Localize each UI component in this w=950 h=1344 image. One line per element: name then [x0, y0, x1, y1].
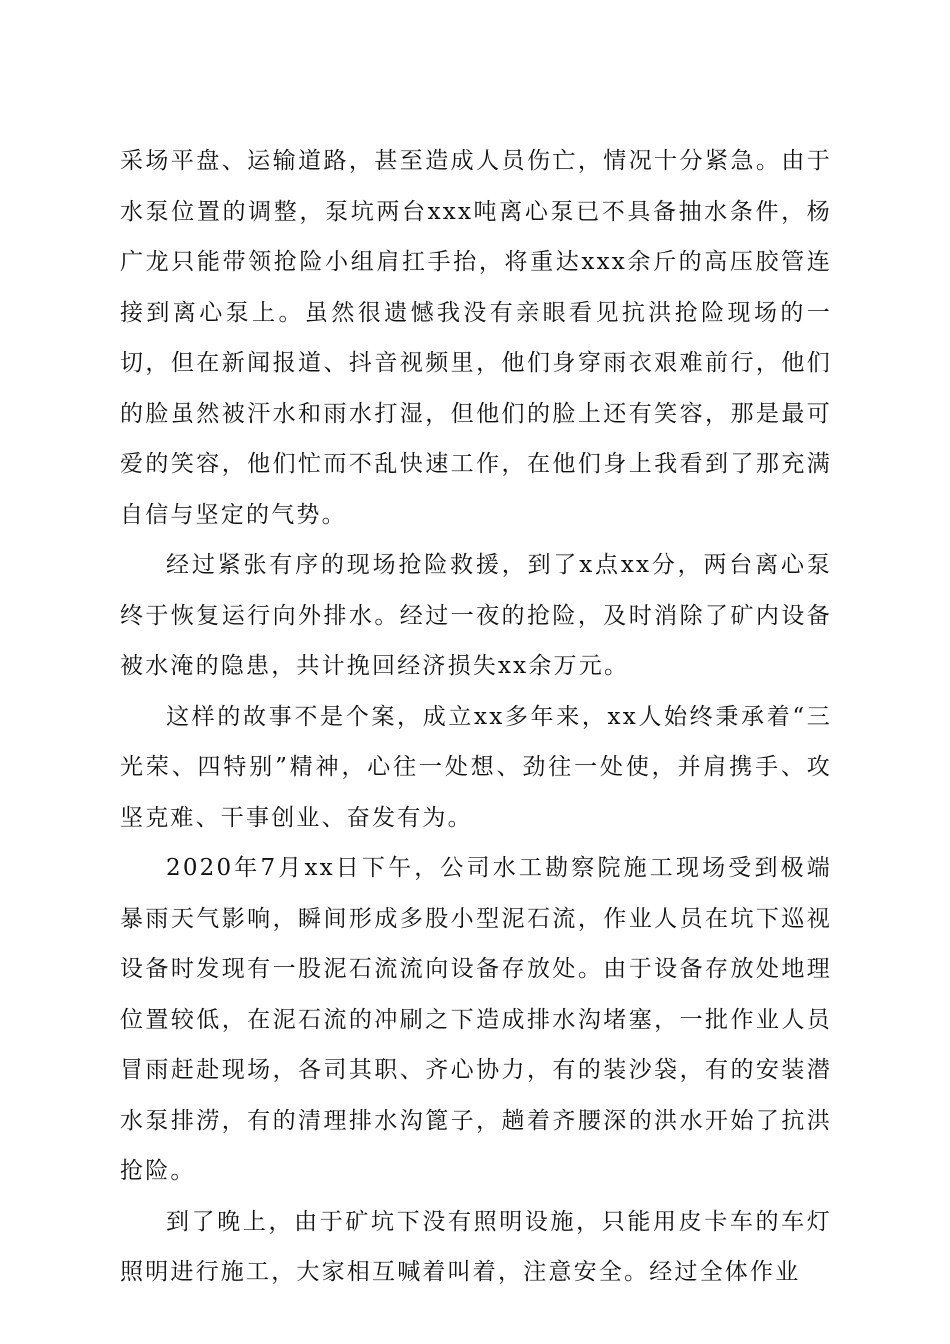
paragraph-5: 到了晚上，由于矿坑下没有照明设施，只能用皮卡车的车灯照明进行施工，大家相互喊着叫着，注意安全。经过全体作业 [120, 1208, 832, 1285]
document-body [120, 136, 832, 1298]
paragraph-1: 采场平盘、运输道路，甚至造成人员伤亡，情况十分紧急。由于水泵位置的调整，泵坑两台xxx吨离心泵已不具备抽水条件，杨广龙只能带领抢险小组肩扛手抬，将重达xxx余斤的高压胶管连接到离心泵上。虽然很遗憾我没有亲眼看见抗洪抢险现场的一切，但在新闻报道、抖音视频里，他们身穿雨衣艰难前行，他们的脸虽然被汗水和雨水打湿，但他们的脸上还有笑容，那是最可爱的笑容，他们忙而不乱快速工作，在他们身上我看到了那充满自信与坚定的气势。 [120, 148, 832, 528]
paragraph-2: 经过紧张有序的现场抢险救援，到了x点xx分，两台离心泵终于恢复运行向外排水。经过一夜的抢险，及时消除了矿内设备被水淹的隐患，共计挽回经济损失xx余万元。 [120, 552, 832, 679]
paragraph-4: 2020年7月xx日下午，公司水工勘察院施工现场受到极端暴雨天气影响，瞬间形成多股小型泥石流，作业人员在坑下巡视设备时发现有一股泥石流流向设备存放处。由于设备存放处地理位置较低，在泥石流的冲刷之下造成排水沟堵塞，一批作业人员冒雨赶赴现场，各司其职、齐心协力，有的装沙袋，有的安装潜水泵排涝，有的清理排水沟篦子，趟着齐腰深的洪水开始了抗洪抢险。 [120, 855, 832, 1184]
paragraph-3: 这样的故事不是个案，成立xx多年来，xx人始终秉承着“三光荣、四特别”精神，心往一处想、劲往一处使，并肩携手、攻坚克难、干事创业、奋发有为。 [120, 703, 832, 831]
